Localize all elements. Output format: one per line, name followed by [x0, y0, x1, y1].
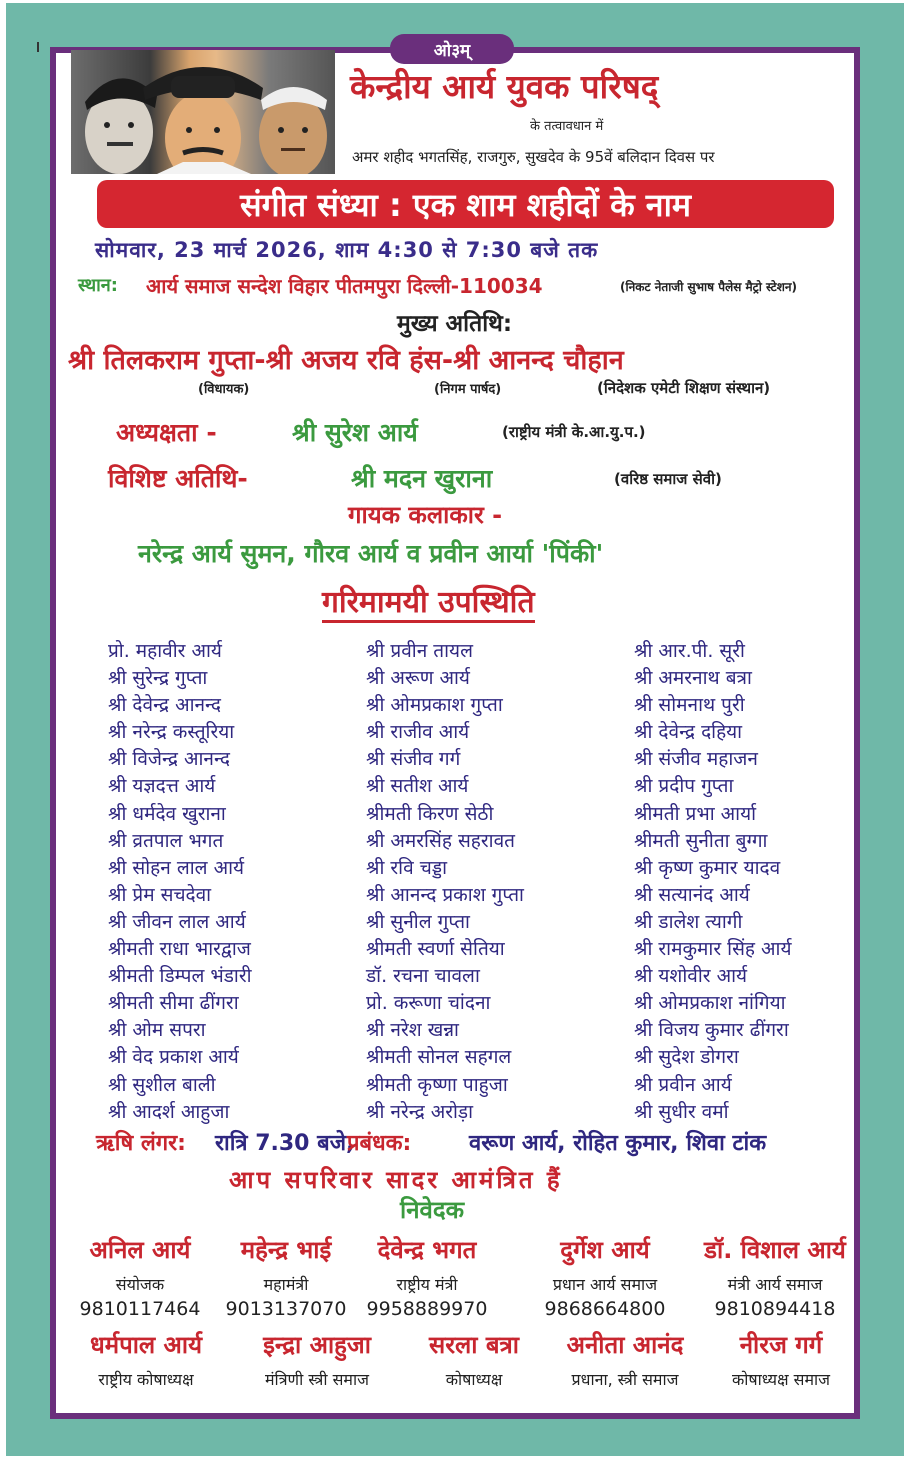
- list-item: श्री नरेश खन्ना: [366, 1019, 459, 1042]
- list-item: श्रीमती डिम्पल भंडारी: [108, 965, 252, 988]
- list-item: डॉ. रचना चावला: [366, 965, 480, 988]
- list-item: श्री प्रेम सचदेवा: [108, 883, 212, 906]
- list-item: श्री प्रवीन आर्य: [634, 1073, 732, 1096]
- list-item: श्री आदर्श आहुजा: [108, 1100, 230, 1123]
- presence-column-1: [108, 638, 252, 1126]
- manager-names: वरूण आर्य, रोहित कुमार, शिवा टांक: [469, 1131, 767, 1156]
- manager-label: प्रबंधक:: [347, 1131, 412, 1156]
- list-item: श्री नरेन्द्र अरोड़ा: [366, 1100, 474, 1123]
- presidency-label: अध्यक्षता -: [116, 418, 217, 447]
- organizer-phone: 9810117464: [79, 1298, 201, 1320]
- list-item: श्री आर.पी. सूरी: [634, 640, 745, 662]
- event-title-banner: संगीत संध्या : एक शाम शहीदों के नाम: [97, 180, 834, 228]
- occasion-line: अमर शहीद भगतसिंह, राजगुरु, सुखदेव के 95वें बलिदान दिवस पर: [352, 148, 715, 166]
- list-item: प्रो. महावीर आर्य: [108, 640, 222, 662]
- list-item: श्री जीवन लाल आर्य: [108, 910, 246, 933]
- list-item: श्री ओमप्रकाश नांगिया: [634, 992, 786, 1015]
- list-item: श्री संजीव गर्ग: [366, 748, 461, 771]
- nivedak-heading: निवेदक: [400, 1196, 465, 1224]
- organizer-role: प्रधान आर्य समाज: [552, 1275, 658, 1294]
- organizer-role: महामंत्री: [263, 1275, 309, 1294]
- list-item: श्री सुनील गुप्ता: [366, 910, 470, 933]
- special-guest-note: (वरिष्ठ समाज सेवी): [614, 470, 722, 488]
- auspices-line: के तत्वावधान में: [530, 119, 604, 134]
- om-badge: ओ३म्: [390, 34, 514, 64]
- list-item: श्री सोहन लाल आर्य: [108, 856, 245, 879]
- list-item: श्री सुरेन्द्र गुप्ता: [108, 667, 208, 690]
- chief-guest-role-1: (विधायक): [198, 382, 250, 397]
- list-item: श्री ओमप्रकाश गुप्ता: [366, 694, 503, 717]
- list-item: श्री विजेन्द्र आनन्द: [108, 748, 230, 771]
- corner-mark: [37, 42, 39, 52]
- list-item: श्री रामकुमार सिंह आर्य: [634, 938, 792, 961]
- venue-place: आर्य समाज सन्देश विहार पीतमपुरा दिल्ली-110034: [146, 274, 543, 298]
- organizer-role: संयोजक: [115, 1275, 165, 1294]
- list-item: श्रीमती किरण सेठी: [366, 802, 494, 825]
- special-guest-label: विशिष्ट अतिथि-: [108, 464, 248, 493]
- list-item: श्री सतीश आर्य: [366, 775, 469, 798]
- chief-guest-role-2: (निगम पार्षद): [434, 382, 502, 397]
- list-item: श्री डालेश त्यागी: [634, 910, 743, 933]
- list-item: श्री सुशील बाली: [108, 1073, 216, 1096]
- organization-title: केन्द्रीय आर्य युवक परिषद्: [350, 67, 659, 106]
- organizer-phone: 9958889970: [366, 1298, 488, 1320]
- organizer-role: मंत्री आर्य समाज: [727, 1275, 823, 1294]
- list-item: श्री वेद प्रकाश आर्य: [108, 1046, 239, 1069]
- list-item: श्री राजीव आर्य: [366, 721, 470, 744]
- organizer-role: मंत्रिणी स्त्री समाज: [264, 1370, 370, 1389]
- venue-note: (निकट नेताजी सुभाष पैलेस मैट्रो स्टेशन): [620, 280, 798, 294]
- organizer-name: महेन्द्र भाई: [240, 1236, 332, 1264]
- list-item: श्री संजीव महाजन: [634, 748, 758, 771]
- organizer-role: कोषाध्यक्ष समाज: [731, 1370, 831, 1389]
- presidency-name: श्री सुरेश आर्य: [292, 418, 418, 447]
- organizer-name: अनीता आनंद: [566, 1331, 684, 1359]
- list-item: श्री सोमनाथ पुरी: [634, 694, 745, 717]
- chief-guests-heading: मुख्य अतिथि:: [397, 311, 513, 337]
- organizer-phone: 9810894418: [714, 1298, 836, 1320]
- list-item: श्रीमती सुनीता बुग्गा: [634, 829, 768, 852]
- list-item: श्री रवि चड्डा: [366, 856, 447, 879]
- list-item: श्री कृष्ण कुमार यादव: [634, 856, 781, 879]
- list-item: श्री यज्ञदत्त आर्य: [108, 775, 216, 798]
- list-item: श्री अमरनाथ बत्रा: [634, 667, 752, 690]
- list-item: श्रीमती स्वर्णा सेतिया: [366, 938, 505, 961]
- list-item: श्री विजय कुमार ढींगरा: [634, 1019, 789, 1042]
- organizer-name: अनिल आर्य: [89, 1236, 191, 1264]
- list-item: श्री सुदेश डोगरा: [634, 1046, 739, 1069]
- singers-heading: गायक कलाकार -: [348, 501, 503, 529]
- organizer-name: धर्मपाल आर्य: [89, 1331, 203, 1359]
- organizer-name: इन्द्रा आहुजा: [263, 1331, 371, 1359]
- special-guest-name: श्री मदन खुराना: [351, 464, 493, 493]
- organizer-name: नीरज गर्ग: [739, 1331, 823, 1359]
- organizer-name: दुर्गेश आर्य: [560, 1236, 650, 1264]
- list-item: श्री आनन्द प्रकाश गुप्ता: [366, 883, 524, 906]
- presence-column-2: [366, 638, 524, 1126]
- event-datetime: सोमवार, 23 मार्च 2026, शाम 4:30 से 7:30 बजे तक: [95, 238, 599, 262]
- martyrs-photo: [71, 50, 335, 174]
- invitation-line: आप सपरिवार सादर आमंत्रित हैं: [229, 1166, 563, 1194]
- list-item: श्री अमरसिंह सहरावत: [366, 829, 515, 852]
- list-item: श्री सुधीर वर्मा: [634, 1100, 729, 1123]
- list-item: श्रीमती कृष्णा पाहुजा: [366, 1073, 508, 1096]
- presence-column-3: [634, 638, 791, 1126]
- langar-time: रात्रि 7.30 बजे,: [215, 1131, 355, 1156]
- list-item: श्री प्रवीन तायल: [366, 640, 473, 662]
- list-item: श्री नरेन्द्र कस्तूरिया: [108, 721, 235, 744]
- organizer-name: डॉ. विशाल आर्य: [704, 1236, 846, 1264]
- list-item: श्रीमती राधा भारद्वाज: [108, 938, 251, 961]
- singers-names: नरेन्द्र आर्य सुमन, गौरव आर्य व प्रवीन आर्या 'पिंकी': [138, 539, 604, 568]
- organizer-role: प्रधाना, स्त्री समाज: [571, 1370, 679, 1389]
- presence-heading: गरिमामयी उपस्थिति: [322, 588, 535, 623]
- chief-guest-role-3: (निदेशक एमेटी शिक्षण संस्थान): [597, 379, 771, 397]
- organizer-name: सरला बत्रा: [428, 1331, 520, 1359]
- list-item: श्री देवेन्द्र आनन्द: [108, 694, 221, 717]
- list-item: श्री अरूण आर्य: [366, 667, 470, 690]
- organizer-phone: 9868664800: [544, 1298, 666, 1320]
- venue-label: स्थान:: [78, 275, 118, 296]
- langar-label: ऋषि लंगर:: [96, 1131, 186, 1156]
- organizer-phone: 9013137070: [225, 1298, 347, 1320]
- organizer-name: देवेन्द्र भगत: [377, 1236, 477, 1264]
- list-item: श्री यशोवीर आर्य: [634, 965, 748, 988]
- list-item: श्री धर्मदेव खुराना: [108, 802, 226, 825]
- list-item: श्रीमती प्रभा आर्या: [634, 802, 757, 825]
- list-item: श्री ओम सपरा: [108, 1019, 206, 1042]
- organizer-role: राष्ट्रीय कोषाध्यक्ष: [98, 1370, 194, 1389]
- list-item: श्रीमती सोनल सहगल: [366, 1046, 512, 1069]
- list-item: श्री व्रतपाल भगत: [108, 829, 224, 852]
- presidency-note: (राष्ट्रीय मंत्री के.आ.यु.प.): [502, 423, 646, 441]
- organizer-role: कोषाध्यक्ष: [445, 1370, 503, 1389]
- organizer-role: राष्ट्रीय मंत्री: [396, 1275, 458, 1294]
- list-item: श्री सत्यानंद आर्य: [634, 883, 750, 906]
- list-item: प्रो. करूणा चांदना: [366, 992, 491, 1015]
- chief-guests-names: श्री तिलकराम गुप्ता-श्री अजय रवि हंस-श्री आनन्द चौहान: [68, 345, 624, 376]
- list-item: श्री देवेन्द्र दहिया: [634, 721, 743, 744]
- list-item: श्री प्रदीप गुप्ता: [634, 775, 734, 798]
- list-item: श्रीमती सीमा ढींगरा: [108, 992, 239, 1015]
